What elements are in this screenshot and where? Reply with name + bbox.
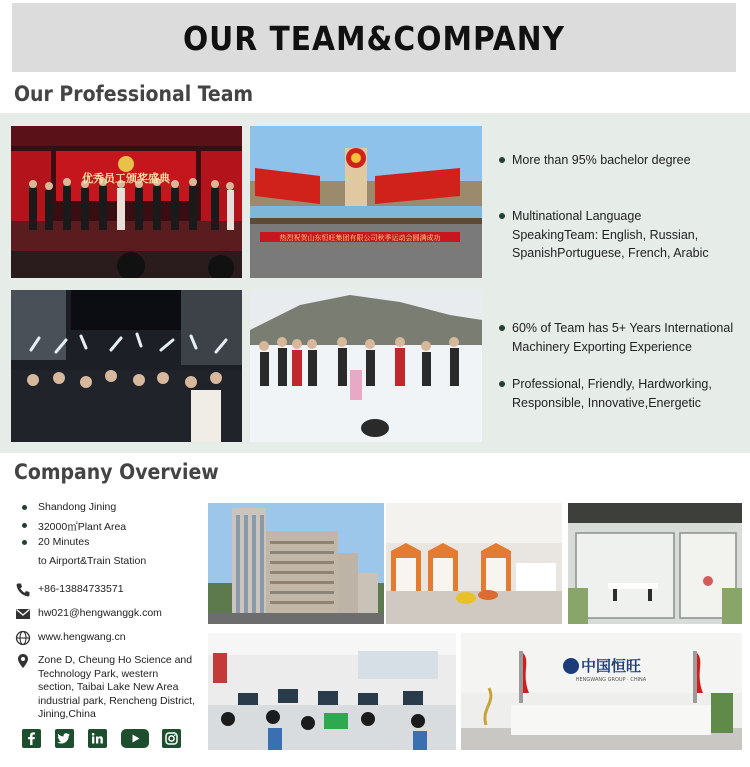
instagram-icon[interactable] [162,729,181,748]
bullet-text: More than 95% bachelor degree [512,153,691,167]
team-bullet-languages [499,207,744,263]
bullet-dot [499,325,505,331]
linkedin-icon[interactable] [88,729,107,748]
mail-icon [15,606,31,622]
team-bullet-qualities [499,375,744,412]
youtube-icon[interactable] [121,729,149,748]
page-title: OUR TEAM&COMPANY [182,19,566,58]
meeting-room-photo [568,503,742,624]
office-building-photo [208,503,384,624]
team-bullet-degree [499,151,744,170]
ski-trip-photo [250,290,482,442]
award-ceremony-photo [11,126,242,278]
lobby-interior-photo [386,503,562,624]
team-bullet-experience [499,319,744,356]
bullet-dot [22,505,27,510]
header-banner [12,3,736,72]
bullet-text: Professional, Friendly, Hardworking, Responsible, Innovative,Energetic [512,377,712,410]
office-workspace-photo [208,633,456,750]
party-crowd-photo [11,290,242,442]
sports-banner-text: 热烈祝贺山东恒旺集团有限公司秋季运动会圆满成功 [279,234,441,242]
sports-meeting-photo [250,126,482,278]
phone-icon [15,582,31,598]
globe-icon [15,630,31,646]
award-banner-text: 优秀员工颁奖盛典 [82,172,170,185]
bullet-dot [22,523,27,528]
bullet-dot [499,213,505,219]
bullet-dot [22,540,27,545]
location-pin-icon [15,653,31,669]
twitter-icon[interactable] [55,729,74,748]
team-panel [0,113,750,453]
bullet-dot [499,157,505,163]
overview-section-title: Company Overview [14,460,219,484]
logo-wall-chinese-text: 中国恒旺 [580,657,642,675]
facebook-icon[interactable] [22,729,41,748]
bullet-text: 60% of Team has 5+ Years International Machinery Exporting Experience [512,321,734,354]
reception-logo-wall-photo [461,633,742,750]
team-section-title: Our Professional Team [14,82,254,106]
bullet-dot [499,381,505,387]
logo-wall-english-text: HENGWANG GROUP · CHINA [575,677,647,683]
bullet-text: Multinational Language SpeakingTeam: English, Russian, SpanishPortuguese, French, Arabic [512,209,709,260]
